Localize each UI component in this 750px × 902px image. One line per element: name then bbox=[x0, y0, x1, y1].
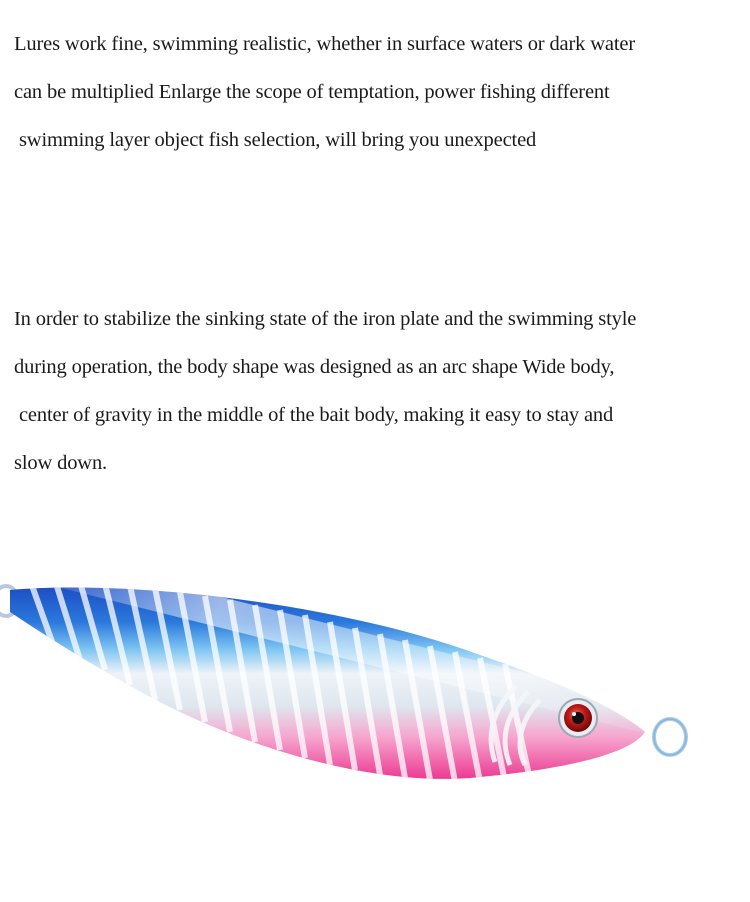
text-line: In order to stabilize the sinking state of the iron plate and the swimming style bbox=[14, 308, 637, 330]
text-line: swimming layer object fish selection, will bring you unexpected bbox=[14, 129, 537, 151]
description-paragraph-1 bbox=[14, 20, 744, 164]
description-paragraph-2 bbox=[14, 295, 744, 487]
text-line: can be multiplied Enlarge the scope of temptation, power fishing different bbox=[14, 81, 610, 103]
text-line: slow down. bbox=[14, 452, 108, 474]
text-line: center of gravity in the middle of the bait body, making it easy to stay and bbox=[14, 404, 614, 426]
text-line: Lures work fine, swimming realistic, whether in surface waters or dark water bbox=[14, 33, 636, 55]
eye bbox=[559, 699, 597, 737]
text-line: during operation, the body shape was designed as an arc shape Wide body, bbox=[14, 356, 615, 378]
jig-lure-illustration bbox=[0, 560, 750, 800]
lure-image bbox=[0, 560, 750, 800]
